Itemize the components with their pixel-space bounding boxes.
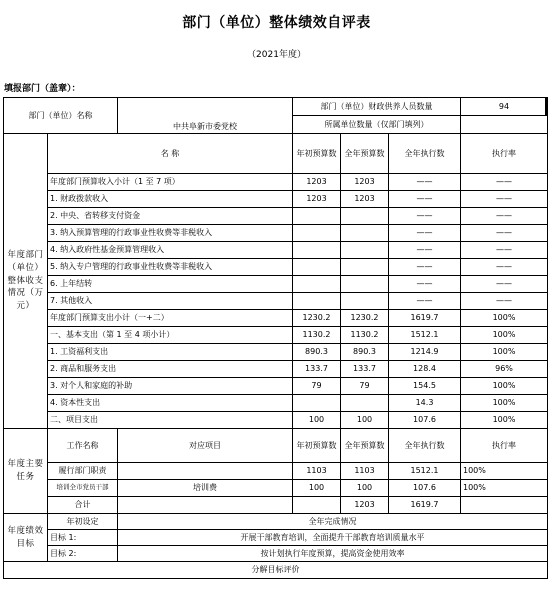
budget-item-name: 3. 对个人和家庭的补助 xyxy=(48,378,293,395)
budget-item-annual: 890.3 xyxy=(341,344,389,361)
budget-row xyxy=(4,225,548,242)
budget-item-initial xyxy=(293,242,341,259)
budget-col-executed: 全年执行数 xyxy=(389,134,461,174)
budget-item-initial xyxy=(293,208,341,225)
budget-row xyxy=(4,174,548,191)
budget-item-rate: 100% xyxy=(461,310,548,327)
budget-item-rate: —— xyxy=(461,191,548,208)
filling-department-label: 填报部门（盖章）： xyxy=(4,84,81,94)
goals-col-planned: 年初设定 xyxy=(48,514,118,530)
tasks-header-row xyxy=(4,429,548,463)
sub-units-value xyxy=(461,116,548,134)
goal-label: 目标 1: xyxy=(48,530,118,546)
budget-item-annual xyxy=(341,395,389,412)
budget-item-annual xyxy=(341,225,389,242)
budget-item-initial: 133.7 xyxy=(293,361,341,378)
budget-item-executed: —— xyxy=(389,242,461,259)
tasks-col-rate: 执行率 xyxy=(461,429,548,463)
budget-item-annual: 79 xyxy=(341,378,389,395)
task-initial: 100 xyxy=(293,480,341,497)
budget-col-initial: 年初预算数 xyxy=(293,134,341,174)
budget-item-rate: —— xyxy=(461,225,548,242)
budget-row xyxy=(4,208,548,225)
tasks-col-work: 工作名称 xyxy=(48,429,118,463)
document-title: 部门（单位）整体绩效自评表 xyxy=(182,15,371,31)
budget-item-rate: 100% xyxy=(461,395,548,412)
budget-item-executed: 107.6 xyxy=(389,412,461,429)
budget-item-annual: 100 xyxy=(341,412,389,429)
budget-item-initial xyxy=(293,395,341,412)
budget-row xyxy=(4,293,548,310)
budget-item-executed: —— xyxy=(389,225,461,242)
budget-header-row xyxy=(4,134,548,174)
budget-row xyxy=(4,276,548,293)
task-rate: 100% xyxy=(461,463,548,480)
budget-item-initial: 100 xyxy=(293,412,341,429)
budget-item-name: 1. 财政拨款收入 xyxy=(48,191,293,208)
tasks-total-initial xyxy=(293,497,341,514)
budget-row xyxy=(4,344,548,361)
tasks-col-executed: 全年执行数 xyxy=(389,429,461,463)
budget-item-rate: 100% xyxy=(461,378,548,395)
budget-item-executed: 1214.9 xyxy=(389,344,461,361)
goal-text: 按计划执行年度预算，提高资金使用效率 xyxy=(118,546,548,562)
budget-item-executed: —— xyxy=(389,174,461,191)
budget-item-initial: 1203 xyxy=(293,174,341,191)
budget-item-name: 一、基本支出（第 1 至 4 项小计） xyxy=(48,327,293,344)
budget-row xyxy=(4,259,548,276)
budget-item-annual xyxy=(341,276,389,293)
budget-item-rate: 100% xyxy=(461,344,548,361)
budget-item-annual: 1203 xyxy=(341,191,389,208)
goals-header-row xyxy=(4,514,548,530)
budget-row xyxy=(4,378,548,395)
budget-item-executed: 1512.1 xyxy=(389,327,461,344)
task-item: 培训费 xyxy=(118,480,293,497)
goal-row xyxy=(4,530,548,546)
tasks-col-annual: 全年预算数 xyxy=(341,429,389,463)
task-initial: 1103 xyxy=(293,463,341,480)
budget-col-rate: 执行率 xyxy=(461,134,548,174)
budget-item-name: 2. 中央、省转移支付资金 xyxy=(48,208,293,225)
budget-item-name: 4. 资本性支出 xyxy=(48,395,293,412)
budget-item-rate: —— xyxy=(461,293,548,310)
document-year: （2021年度） xyxy=(247,50,306,60)
budget-item-annual: 1230.2 xyxy=(341,310,389,327)
budget-item-annual xyxy=(341,242,389,259)
budget-item-executed: 14.3 xyxy=(389,395,461,412)
tasks-total-rate xyxy=(461,497,548,514)
budget-row xyxy=(4,412,548,429)
budget-item-name: 2. 商品和服务支出 xyxy=(48,361,293,378)
budget-item-name: 3. 纳入预算管理的行政事业性收费等非税收入 xyxy=(48,225,293,242)
budget-item-annual xyxy=(341,293,389,310)
budget-item-annual xyxy=(341,208,389,225)
task-work-name: 培训全市党员干部 xyxy=(48,480,118,497)
budget-row xyxy=(4,242,548,259)
task-annual: 1103 xyxy=(341,463,389,480)
budget-row xyxy=(4,327,548,344)
staff-count-value: 94 xyxy=(461,98,548,116)
task-work-name: 履行部门职责 xyxy=(48,463,118,480)
staff-count-label: 部门（单位）财政供养人员数量 xyxy=(293,98,461,116)
budget-item-rate: —— xyxy=(461,242,548,259)
budget-row xyxy=(4,191,548,208)
task-row xyxy=(4,463,548,480)
tasks-total-row xyxy=(4,497,548,514)
tasks-total-annual: 1203 xyxy=(341,497,389,514)
budget-item-initial xyxy=(293,276,341,293)
budget-item-initial: 79 xyxy=(293,378,341,395)
budget-item-rate: —— xyxy=(461,259,548,276)
budget-section-label: 年度部门（单位）整体收支情况（万元） xyxy=(4,134,48,429)
budget-item-executed: 154.5 xyxy=(389,378,461,395)
goals-section-label: 年度绩效目标 xyxy=(4,514,48,562)
budget-item-name: 年度部门预算支出小计（一+二） xyxy=(48,310,293,327)
tasks-col-item: 对应项目 xyxy=(118,429,293,463)
task-row xyxy=(4,480,548,497)
budget-item-executed: —— xyxy=(389,191,461,208)
budget-col-name: 名 称 xyxy=(48,134,293,174)
tasks-total-executed: 1619.7 xyxy=(389,497,461,514)
budget-row xyxy=(4,361,548,378)
goal-label: 目标 2: xyxy=(48,546,118,562)
dept-name-value: 中共阜新市委党校 xyxy=(118,98,293,134)
tasks-section-label: 年度主要任务 xyxy=(4,429,48,514)
budget-item-name: 1. 工资福利支出 xyxy=(48,344,293,361)
budget-item-initial: 890.3 xyxy=(293,344,341,361)
budget-item-executed: 128.4 xyxy=(389,361,461,378)
task-item xyxy=(118,463,293,480)
tasks-total-label: 合计 xyxy=(48,497,118,514)
budget-item-rate: —— xyxy=(461,276,548,293)
budget-row xyxy=(4,310,548,327)
task-executed: 107.6 xyxy=(389,480,461,497)
budget-col-annual: 全年预算数 xyxy=(341,134,389,174)
budget-item-initial xyxy=(293,259,341,276)
budget-item-name: 5. 纳入专户管理的行政事业性收费等非税收入 xyxy=(48,259,293,276)
budget-item-name: 7. 其他收入 xyxy=(48,293,293,310)
goal-breakdown-label: 分解目标评价 xyxy=(4,562,548,579)
tasks-col-initial: 年初预算数 xyxy=(293,429,341,463)
task-executed: 1512.1 xyxy=(389,463,461,480)
budget-item-rate: 100% xyxy=(461,327,548,344)
goals-col-actual: 全年完成情况 xyxy=(118,514,548,530)
budget-item-name: 年度部门预算收入小计（1 至 7 项） xyxy=(48,174,293,191)
budget-item-annual: 1130.2 xyxy=(341,327,389,344)
task-annual: 100 xyxy=(341,480,389,497)
goal-text: 开展干部教育培训，全面提升干部教育培训质量水平 xyxy=(118,530,548,546)
task-rate: 100% xyxy=(461,480,548,497)
budget-item-initial xyxy=(293,225,341,242)
goals-footer-row xyxy=(4,562,548,579)
header-row-staff xyxy=(4,98,548,116)
budget-row xyxy=(4,395,548,412)
budget-item-executed: —— xyxy=(389,208,461,225)
budget-item-rate: —— xyxy=(461,208,548,225)
budget-item-name: 6. 上年结转 xyxy=(48,276,293,293)
budget-item-initial: 1203 xyxy=(293,191,341,208)
dept-name-label: 部门（单位）名称 xyxy=(4,98,118,134)
goal-row xyxy=(4,546,548,562)
tasks-total-item xyxy=(118,497,293,514)
budget-item-annual xyxy=(341,259,389,276)
budget-item-name: 二、项目支出 xyxy=(48,412,293,429)
budget-item-executed: —— xyxy=(389,293,461,310)
budget-item-annual: 1203 xyxy=(341,174,389,191)
budget-item-executed: —— xyxy=(389,259,461,276)
budget-item-annual: 133.7 xyxy=(341,361,389,378)
budget-item-rate: 100% xyxy=(461,412,548,429)
performance-evaluation-table xyxy=(3,97,548,579)
budget-item-rate: —— xyxy=(461,174,548,191)
budget-item-name: 4. 纳入政府性基金预算管理收入 xyxy=(48,242,293,259)
budget-item-rate: 96% xyxy=(461,361,548,378)
budget-item-executed: 1619.7 xyxy=(389,310,461,327)
budget-item-initial: 1130.2 xyxy=(293,327,341,344)
budget-item-executed: —— xyxy=(389,276,461,293)
sub-units-label: 所属单位数量（仅部门填列） xyxy=(293,116,461,134)
budget-item-initial: 1230.2 xyxy=(293,310,341,327)
budget-item-initial xyxy=(293,293,341,310)
